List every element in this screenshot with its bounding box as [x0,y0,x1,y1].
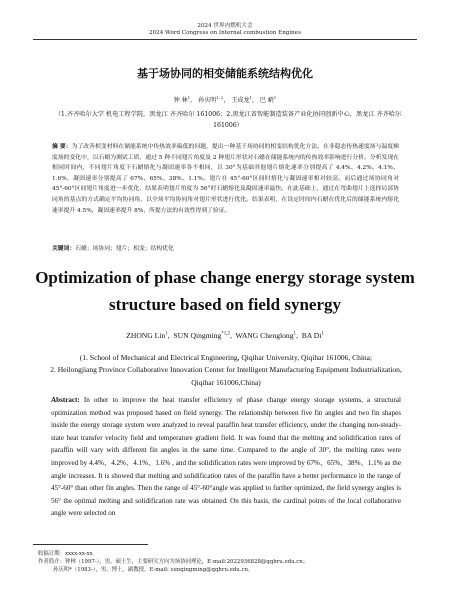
abstract-text: In other to improve the heat transfer efficiency of phase change energy storage systems, a structural optimization method was proposed based on field synergy. The relationship between five fin angles and two fin shapes inside the energy storage system were analyzed to reveal paraffin heat transfer efficiency, under the changing non-steady-state heat transfer velocity field and temperature gradient field. It was found that the melting and solidification rates of paraffin will vary with different fin angles in the same time. Compared to the angle of 30°, the melting rates were improved by 4.4%、4.2%、4.1%、1.6% , and the solidification rates were improved by 67%、65%、38%、1.1% as the angle increases. It is showed that melting and solidification rates of the paraffin have a better performance in the range of 45°-60° than other fin angles. Then the range of 45°-60°angle was applied to further optimized, the field synergy angles is 56° the optimal melting and solidification rate was obtained. On this basis, the cardinal points of the local collaborative angle were selected on [51,396,401,518]
author-sup: 1 [293,331,296,337]
author-name: SUN Qingming [173,331,222,340]
author-name: 孙庆明 [198,97,217,104]
author-name: ZHONG Lin [126,331,166,340]
english-affiliation [40,352,412,389]
header-divider [33,39,417,40]
english-abstract [51,394,401,520]
author-sup: 1 [249,95,252,100]
english-title [0,264,450,318]
author-sup: 1 [273,95,277,100]
conference-header: 2024 世界内燃机大会 [197,23,253,29]
author-name: WANG Chenglong [235,331,294,340]
abstract-label: Abstract: [51,396,80,404]
footnote-author-info: 作者简介：钟林（1997-），男，硕士生，主要研究方向为场协同理论，E-mail:2022936828@qqhru.edu.cn； [38,559,309,565]
conference-header-english: 2024 Word Congress on Internal combustion Engines [149,30,301,36]
footnote-author-info: 孙庆明*（1983-），男，博士，副教授，E-mail: sunqingming@qqhru.edu.cn。 [53,567,254,573]
author-sup: *1,2 [221,331,230,337]
english-title-line: Optimization of phase change energy storage system [35,268,415,287]
author-name: BA Di [301,331,322,340]
affiliation-line: 2. Heilongjiang Province Collaborative Innovation Center for Intelligent Manufacturing Equipment Industrialization, Qiqihar 161006,China) [50,365,402,387]
author-name: 钟 林 [173,97,188,104]
chinese-title: 基于场协同的相变储能系统结构优化 [137,67,313,80]
author-sup: 1 [187,95,191,100]
chinese-keywords [52,245,399,254]
footnote-divider [33,544,148,545]
footnote-received: 收稿日期：xxxx-xx-xx [38,551,93,557]
affiliation-line: (1. School of Mechanical and Electrical Engineering, Qiqihar University, Qiqihar 161006, China; [79,353,373,362]
chinese-authors: 钟 林$^1$， 孙庆明$^{1, 2}$， 王成龙$^1$， 巴 峭$^1$ [173,95,277,104]
keywords-label: 关键词： [52,246,76,252]
author-sup: 1, 2 [216,95,224,100]
chinese-affiliation: （1.齐齐哈尔大学 机电工程学院，黑龙江 齐齐哈尔 161006；2.黑龙江省智能制造装备产业化协同创新中心，黑龙江 齐齐哈尔 161006） [54,111,402,129]
author-sup: 1 [165,331,168,337]
keywords-text: 石蜡；场协同；翅片；相变；结构优化 [75,246,174,252]
chinese-abstract [52,142,399,216]
english-title-line: structure based on field synergy [108,295,341,314]
author-sup: 1 [321,331,324,337]
abstract-label: 摘 要： [52,144,72,150]
footnote [38,550,418,574]
abstract-text: 为了改善相变材料在储能系统中传热效率偏低的问题，提出一种基于场协同的相变结构优化方法。在非稳态传热速度场与温度梯度场的变化中，以石蜡为测试工质，通过 5 种不同翅片角度及 2 种翅片形状对石蜡在储能系统内的传热效率影响进行分析。分析发现在相同时间内，不同翅片角度下石蜡熔化与凝固速率各不相同，以 30°为基础其他翅片熔化速率分别提高了 4.4%、4.2%、4.1%、1.6%，凝固速率分别提高了 67%、65%、38%、1.1%。翅片在 45°-60°区间时熔化与凝固速率相对较高。而后通过场协同角对 45°-60°区间翅片角度进一步优化，结果表明翅片角度为 56°时石蜡熔化及凝固速率最快。在此基础上，通过在弯曲翅片上选择局部协同角的基点的方式确定平均协同角，以全场平均协同角对翅片形状进行优化。结果表明，在设定时间内石蜡在优化后的储能系统内熔化速率提升 4.5%，凝固速率提升 8%，所提方法的有效性得到了验证。 [52,144,399,214]
author-name: 巴 峭 [259,97,274,104]
author-name: 王成龙 [231,97,250,104]
english-authors: ZHONG Lin$^1$, SUN Qingming$^{*1,2}$, WANG Chenglong$^1$, BA Di$^1$ [126,331,324,340]
